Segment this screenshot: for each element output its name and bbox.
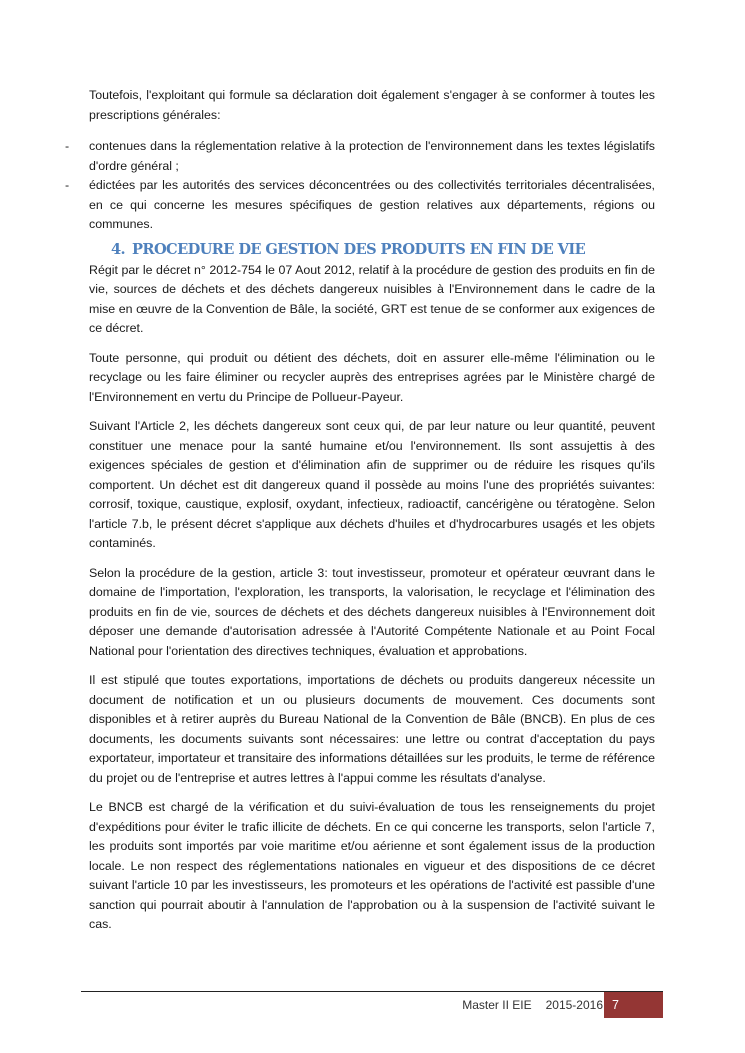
bullet-marker: -: [65, 178, 70, 192]
list-item-text: contenues dans la réglementation relative à la protection de l'environnement dans les textes législatifs d'ordre général ;: [89, 139, 655, 173]
body-paragraph: Selon la procédure de la gestion, article 3: tout investisseur, promoteur et opérateur œuvrant dans le domaine de l'importation, l'exploration, les transports, la valorisation, le recyclage et l'élimination des produits en fin de vie, sources de déchets et des déchets dangereux nuisibles à l'Environnement doit déposer une demande d'autorisation adressée à l'Autorité Compétente Nationale et au Point Focal National pour l'orientation des directives techniques, évaluation et approbations.: [89, 565, 655, 658]
bullet-marker: -: [65, 139, 70, 153]
page-number-box: [604, 992, 663, 1018]
body-paragraph: Le BNCB est chargé de la vérification et du suivi-évaluation de tous les renseignements du projet d'expéditions pour éviter le trafic illicite de déchets. En ce qui concerne les transports, selon l'article 7, les produits sont importés par voie maritime et/ou aérienne et sont également issus de la production locale. Le non respect des réglementations nationales en vigueur et des dispositions de ce décret suivant l'article 10 par les investisseurs, les promoteurs et les opérations de l'activité est passible d'une sanction qui pourrait aboutir à l'annulation de l'approbation ou à la suspension de l'activité suivant le cas.: [89, 800, 655, 931]
list-item-text: édictées par les autorités des services déconcentrées ou des collectivités territoriales décentralisées, en ce qui concerne les mesures spécifiques de gestion relatives aux départements, régions ou communes.: [89, 178, 655, 231]
page-body: [65, 86, 655, 945]
section-heading: [89, 239, 655, 261]
footer-years: 2015-2016: [545, 998, 603, 1012]
list-item: [65, 137, 655, 176]
section-number: 4.: [111, 240, 126, 258]
prescriptions-list: [65, 137, 655, 235]
footer-info: [462, 993, 603, 1017]
body-paragraph: Toute personne, qui produit ou détient des déchets, doit en assurer elle-même l'élimination ou le recyclage ou les faire éliminer ou recycler auprès des entreprises agrées par le Ministère chargé de l'Environnement en vertu du Principe de Pollueur-Payeur.: [89, 350, 655, 404]
page-number: 7: [612, 998, 619, 1012]
body-paragraph: Régit par le décret n° 2012-754 le 07 Aout 2012, relatif à la procédure de gestion des produits en fin de vie, sources de déchets et des déchets dangereux nuisibles à l'Environnement dans le cadre de la mise en œuvre de la Convention de Bâle, la société, GRT est tenue de se conformer aux exigences de ce décret.: [89, 262, 655, 335]
body-paragraph: Suivant l'Article 2, les déchets dangereux sont ceux qui, de par leur nature ou leur quantité, peuvent constituer une menace pour la santé humaine et/ou l'environnement. Ils sont assujettis à des exigences spéciales de gestion et d'élimination afin de supprimer ou de réduire les risques qu'ils comportent. Un déchet est dit dangereux quand il possède au moins l'une des propriétés suivantes: corrosif, toxique, caustique, explosif, oxydant, infectieux, radioactif, cancérigène ou tératogène. Selon l'article 7.b, le présent décret s'applique aux déchets d'huiles et d'hydrocarbures usagés et les objets contaminés.: [89, 419, 655, 550]
section-title: PROCEDURE DE GESTION DES PRODUITS EN FIN DE VIE: [132, 240, 586, 258]
body-paragraph: Il est stipulé que toutes exportations, importations de déchets ou produits dangereux nécessite un document de notification et un ou plusieurs documents de mouvement. Ces documents sont disponibles et à retirer auprès du Bureau National de la Convention de Bâle (BNCB). En plus de ces documents, les documents suivants sont nécessaires: une lettre ou contrat d'acceptation du pays exportateur, importateur et transitaire des informations détaillées sur les produits, le terme de référence du projet ou de l'entreprise et autres lettres à l'appui comme les résultats d'analyse.: [89, 673, 655, 785]
footer-divider: [81, 991, 663, 992]
list-item: [65, 176, 655, 235]
intro-paragraph: Toutefois, l'exploitant qui formule sa déclaration doit également s'engager à se conformer à toutes les prescriptions générales:: [89, 88, 655, 122]
footer-program: Master II EIE: [462, 998, 532, 1012]
